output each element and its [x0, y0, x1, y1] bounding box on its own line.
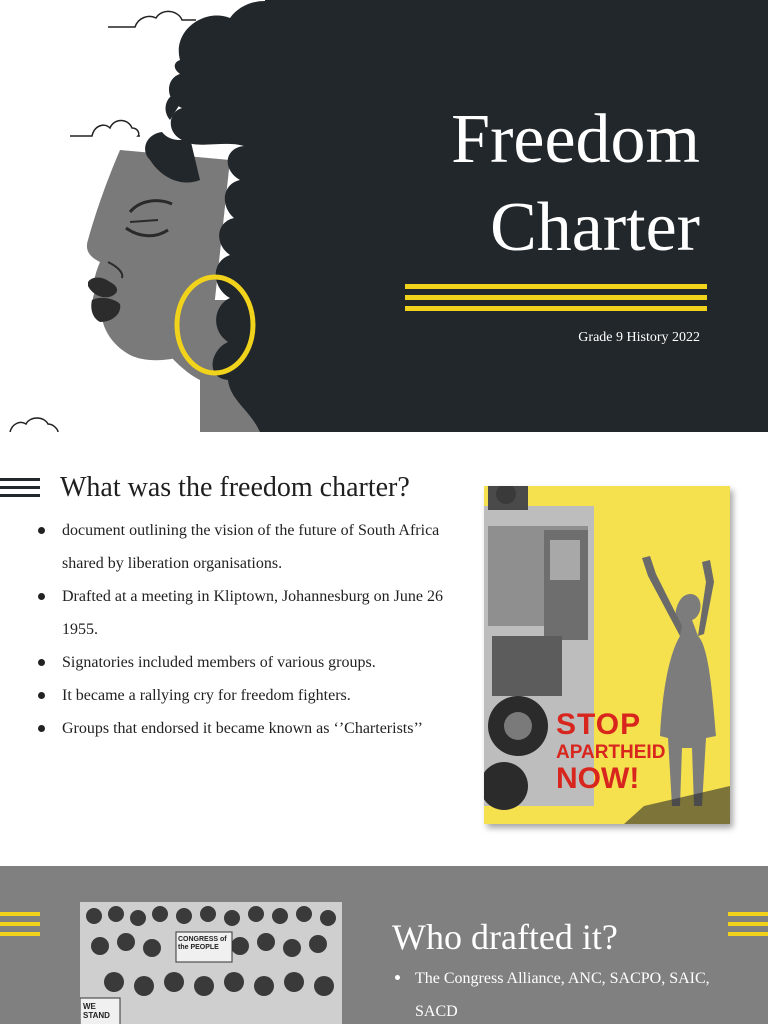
bullet-list — [36, 514, 456, 745]
slide-heading: Who drafted it? — [392, 917, 618, 957]
accent-bar — [405, 284, 707, 289]
poster-text-apartheid: APARTHEID — [556, 742, 666, 763]
accent-bar — [405, 306, 707, 311]
congress-illustration — [80, 902, 342, 1024]
list-item: Signatories included members of various groups. — [36, 646, 456, 679]
sign-text: WE STAND — [83, 1002, 110, 1020]
list-item: It became a rallying cry for freedom fighters. — [36, 679, 456, 712]
slide-gap — [0, 432, 768, 442]
list-item: document outlining the vision of the future of South Africa shared by liberation organisations. — [36, 514, 456, 580]
cloud-icon — [70, 121, 140, 137]
banner-text: CONGRESS of the PEOPLE — [178, 936, 227, 951]
cloud-icon — [10, 418, 58, 432]
poster-text-stop: STOP — [556, 708, 642, 741]
accent-bar — [405, 295, 707, 300]
cloud-icon — [108, 11, 196, 27]
list-item: Drafted at a meeting in Kliptown, Johannesburg on June 26 1955. — [36, 580, 456, 646]
poster-text-now: NOW! — [556, 762, 640, 795]
title-slide — [0, 0, 768, 432]
bullet-icon — [395, 975, 400, 980]
subtitle: Grade 9 History 2022 — [578, 330, 700, 345]
bullet-icon — [38, 725, 45, 732]
bullet-icon — [38, 527, 45, 534]
slide-heading: What was the freedom charter? — [60, 472, 410, 503]
bullet-list — [392, 962, 732, 1024]
bullet-icon — [38, 593, 45, 600]
list-item: Groups that endorsed it became known as ‘’Charterists’’ — [36, 712, 456, 745]
content-slide — [0, 442, 768, 866]
content-slide-2 — [0, 866, 768, 1024]
stop-apartheid-poster — [484, 486, 730, 824]
list-item: The Congress Alliance, ANC, SACPO, SAIC, SACD — [392, 962, 732, 1024]
title-line-1: Freedom — [451, 101, 700, 178]
bullet-icon — [38, 659, 45, 666]
bullet-icon — [38, 692, 45, 699]
title-line-2: Charter — [490, 189, 700, 266]
